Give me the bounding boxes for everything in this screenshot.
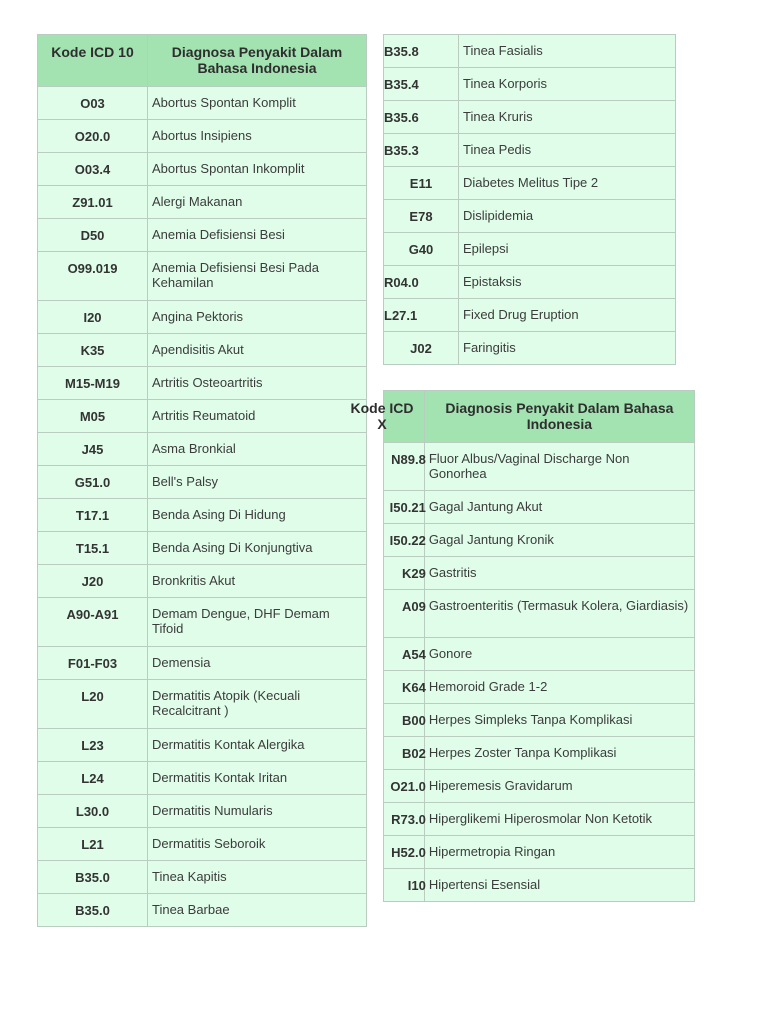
icd-code-cell <box>384 770 425 803</box>
icd-code: R04.0 <box>384 266 459 299</box>
diagnosis-name: Dermatitis Atopik (Kecuali Recalcitrant ) <box>148 680 367 729</box>
table-row <box>384 167 676 200</box>
diagnosis-name: Anemia Defisiensi Besi <box>148 219 367 252</box>
table-row <box>38 400 367 433</box>
icd-code-cell <box>384 737 425 770</box>
icd-code: H52.0 <box>391 845 426 860</box>
diagnosis-name: Faringitis <box>459 332 676 365</box>
diagnosis-name: Hipertensi Esensial <box>424 869 694 902</box>
diagnosis-name: Artritis Reumatoid <box>148 400 367 433</box>
table-row <box>38 301 367 334</box>
diagnosis-name: Fixed Drug Eruption <box>459 299 676 332</box>
icd-code: L30.0 <box>38 795 148 828</box>
table-row <box>384 491 695 524</box>
icd-code: B35.6 <box>384 101 459 134</box>
diagnosis-name: Dermatitis Seboroik <box>148 828 367 861</box>
table-row <box>384 134 676 167</box>
table-row <box>38 680 367 729</box>
column-header-diagnosis: Diagnosis Penyakit Dalam Bahasa Indonesia <box>424 391 694 443</box>
table-row <box>384 101 676 134</box>
icd-code: K64 <box>401 680 426 695</box>
icd-code: J02 <box>384 332 459 365</box>
table-row <box>38 367 367 400</box>
diagnosis-name: Tinea Korporis <box>459 68 676 101</box>
icd-code: T15.1 <box>38 532 148 565</box>
diagnosis-name: Hiperglikemi Hiperosmolar Non Ketotik <box>424 803 694 836</box>
table-row <box>38 499 367 532</box>
icd-code: F01-F03 <box>38 647 148 680</box>
diagnosis-name: Hemoroid Grade 1-2 <box>424 671 694 704</box>
icd-code-cell <box>384 524 425 557</box>
diagnosis-name: Alergi Makanan <box>148 186 367 219</box>
column-header-diagnosis: Diagnosa Penyakit Dalam Bahasa Indonesia <box>148 35 367 87</box>
diagnosis-name: Abortus Spontan Komplit <box>148 87 367 120</box>
icd-code: L20 <box>38 680 148 729</box>
icd-code: A90-A91 <box>38 598 148 647</box>
table-row <box>38 828 367 861</box>
table-row <box>38 598 367 647</box>
diagnosis-name: Herpes Simpleks Tanpa Komplikasi <box>424 704 694 737</box>
table-row <box>384 299 676 332</box>
table-row <box>38 252 367 301</box>
table-row <box>384 266 676 299</box>
table-row <box>384 869 695 902</box>
diagnosis-name: Dermatitis Kontak Iritan <box>148 762 367 795</box>
icd-code: T17.1 <box>38 499 148 532</box>
table-row <box>384 524 695 557</box>
icd-code: R73.0 <box>391 812 426 827</box>
icd-table-bottom-right <box>350 390 695 902</box>
icd-code: L21 <box>38 828 148 861</box>
diagnosis-name: Abortus Spontan Inkomplit <box>148 153 367 186</box>
icd-code: O03 <box>38 87 148 120</box>
icd-code-cell <box>384 869 425 902</box>
table-row <box>38 647 367 680</box>
diagnosis-name: Tinea Pedis <box>459 134 676 167</box>
diagnosis-name: Gastritis <box>424 557 694 590</box>
icd-code: O21.0 <box>390 779 426 794</box>
table-row <box>38 120 367 153</box>
diagnosis-name: Gagal Jantung Kronik <box>424 524 694 557</box>
table-row <box>38 219 367 252</box>
icd-code: J20 <box>38 565 148 598</box>
diagnosis-name: Bell's Palsy <box>148 466 367 499</box>
icd-table-left <box>37 34 367 927</box>
table-row <box>384 704 695 737</box>
icd-code: G40 <box>384 233 459 266</box>
diagnosis-name: Angina Pektoris <box>148 301 367 334</box>
icd-code: B35.8 <box>384 35 459 68</box>
icd-code: L24 <box>38 762 148 795</box>
icd-code: O99.019 <box>38 252 148 301</box>
diagnosis-name: Gonore <box>424 638 694 671</box>
table-row <box>38 87 367 120</box>
table-row <box>384 68 676 101</box>
diagnosis-name: Hipermetropia Ringan <box>424 836 694 869</box>
icd-table-top-right <box>383 34 676 365</box>
icd-code: I50.21 <box>389 500 426 515</box>
diagnosis-name: Benda Asing Di Hidung <box>148 499 367 532</box>
table-row <box>384 332 676 365</box>
icd-code-cell <box>384 704 425 737</box>
diagnosis-name: Epilepsi <box>459 233 676 266</box>
icd-code: L27.1 <box>384 299 459 332</box>
table-row <box>38 762 367 795</box>
diagnosis-name: Tinea Kapitis <box>148 861 367 894</box>
diagnosis-name: Gagal Jantung Akut <box>424 491 694 524</box>
icd-code: L23 <box>38 729 148 762</box>
diagnosis-name: Tinea Barbae <box>148 894 367 927</box>
icd-code: O20.0 <box>38 120 148 153</box>
table-header-row <box>38 35 367 87</box>
icd-code: N89.8 <box>391 452 426 467</box>
diagnosis-name: Epistaksis <box>459 266 676 299</box>
table-row <box>384 737 695 770</box>
diagnosis-name: Abortus Insipiens <box>148 120 367 153</box>
diagnosis-name: Benda Asing Di Konjungtiva <box>148 532 367 565</box>
diagnosis-name: Artritis Osteoartritis <box>148 367 367 400</box>
diagnosis-name: Asma Bronkial <box>148 433 367 466</box>
icd-code: B35.0 <box>38 861 148 894</box>
table-row <box>384 803 695 836</box>
icd-code: G51.0 <box>38 466 148 499</box>
icd-code-cell <box>384 590 425 638</box>
table-row <box>38 729 367 762</box>
icd-code: B35.4 <box>384 68 459 101</box>
diagnosis-name: Bronkritis Akut <box>148 565 367 598</box>
diagnosis-name: Anemia Defisiensi Besi Pada Kehamilan <box>148 252 367 301</box>
icd-code: B35.0 <box>38 894 148 927</box>
table-row <box>38 795 367 828</box>
diagnosis-name: Demam Dengue, DHF Demam Tifoid <box>148 598 367 647</box>
table-row <box>384 200 676 233</box>
column-header-code-cell <box>350 391 425 443</box>
diagnosis-name: Hiperemesis Gravidarum <box>424 770 694 803</box>
icd-code-cell <box>384 491 425 524</box>
icd-code: O03.4 <box>38 153 148 186</box>
diagnosis-name: Herpes Zoster Tanpa Komplikasi <box>424 737 694 770</box>
icd-code: A09 <box>401 599 426 614</box>
table-row <box>38 433 367 466</box>
table-row <box>384 638 695 671</box>
icd-code: M15-M19 <box>38 367 148 400</box>
icd-code: B00 <box>401 713 426 728</box>
icd-code-cell <box>384 557 425 590</box>
icd-code-cell <box>384 836 425 869</box>
icd-code: E78 <box>384 200 459 233</box>
table-row <box>38 334 367 367</box>
icd-code-cell <box>384 443 425 491</box>
diagnosis-name: Dislipidemia <box>459 200 676 233</box>
icd-code: M05 <box>38 400 148 433</box>
icd-code: B35.3 <box>384 134 459 167</box>
icd-code: B02 <box>401 746 426 761</box>
icd-code: I20 <box>38 301 148 334</box>
icd-code: K29 <box>401 566 426 581</box>
table-row <box>384 443 695 491</box>
diagnosis-name: Apendisitis Akut <box>148 334 367 367</box>
table-row <box>38 861 367 894</box>
icd-code: Z91.01 <box>38 186 148 219</box>
icd-code: A54 <box>401 647 426 662</box>
table-row <box>384 770 695 803</box>
diagnosis-name: Gastroenteritis (Termasuk Kolera, Giardiasis) <box>424 590 694 638</box>
icd-code: E11 <box>384 167 459 200</box>
table-row <box>384 557 695 590</box>
diagnosis-name: Tinea Fasialis <box>459 35 676 68</box>
table-row <box>38 532 367 565</box>
table-row <box>384 671 695 704</box>
column-header-code: Kode ICD X <box>350 400 414 432</box>
icd-code: J45 <box>38 433 148 466</box>
diagnosis-name: Fluor Albus/Vaginal Discharge Non Gonorhea <box>424 443 694 491</box>
table-row <box>38 894 367 927</box>
table-row <box>384 590 695 638</box>
icd-code-cell <box>384 638 425 671</box>
table-row <box>38 153 367 186</box>
table-row <box>38 565 367 598</box>
column-header-code: Kode ICD 10 <box>38 35 148 87</box>
diagnosis-name: Diabetes Melitus Tipe 2 <box>459 167 676 200</box>
icd-code: I50.22 <box>389 533 426 548</box>
table-row <box>384 836 695 869</box>
table-row <box>38 186 367 219</box>
table-row <box>38 466 367 499</box>
icd-code: K35 <box>38 334 148 367</box>
icd-code-cell <box>384 803 425 836</box>
diagnosis-name: Dermatitis Numularis <box>148 795 367 828</box>
table-row <box>384 233 676 266</box>
diagnosis-name: Demensia <box>148 647 367 680</box>
table-row <box>384 35 676 68</box>
icd-code-cell <box>384 671 425 704</box>
table-header-row <box>384 391 695 443</box>
icd-code: D50 <box>38 219 148 252</box>
diagnosis-name: Tinea Kruris <box>459 101 676 134</box>
icd-code: I10 <box>407 878 426 893</box>
diagnosis-name: Dermatitis Kontak Alergika <box>148 729 367 762</box>
